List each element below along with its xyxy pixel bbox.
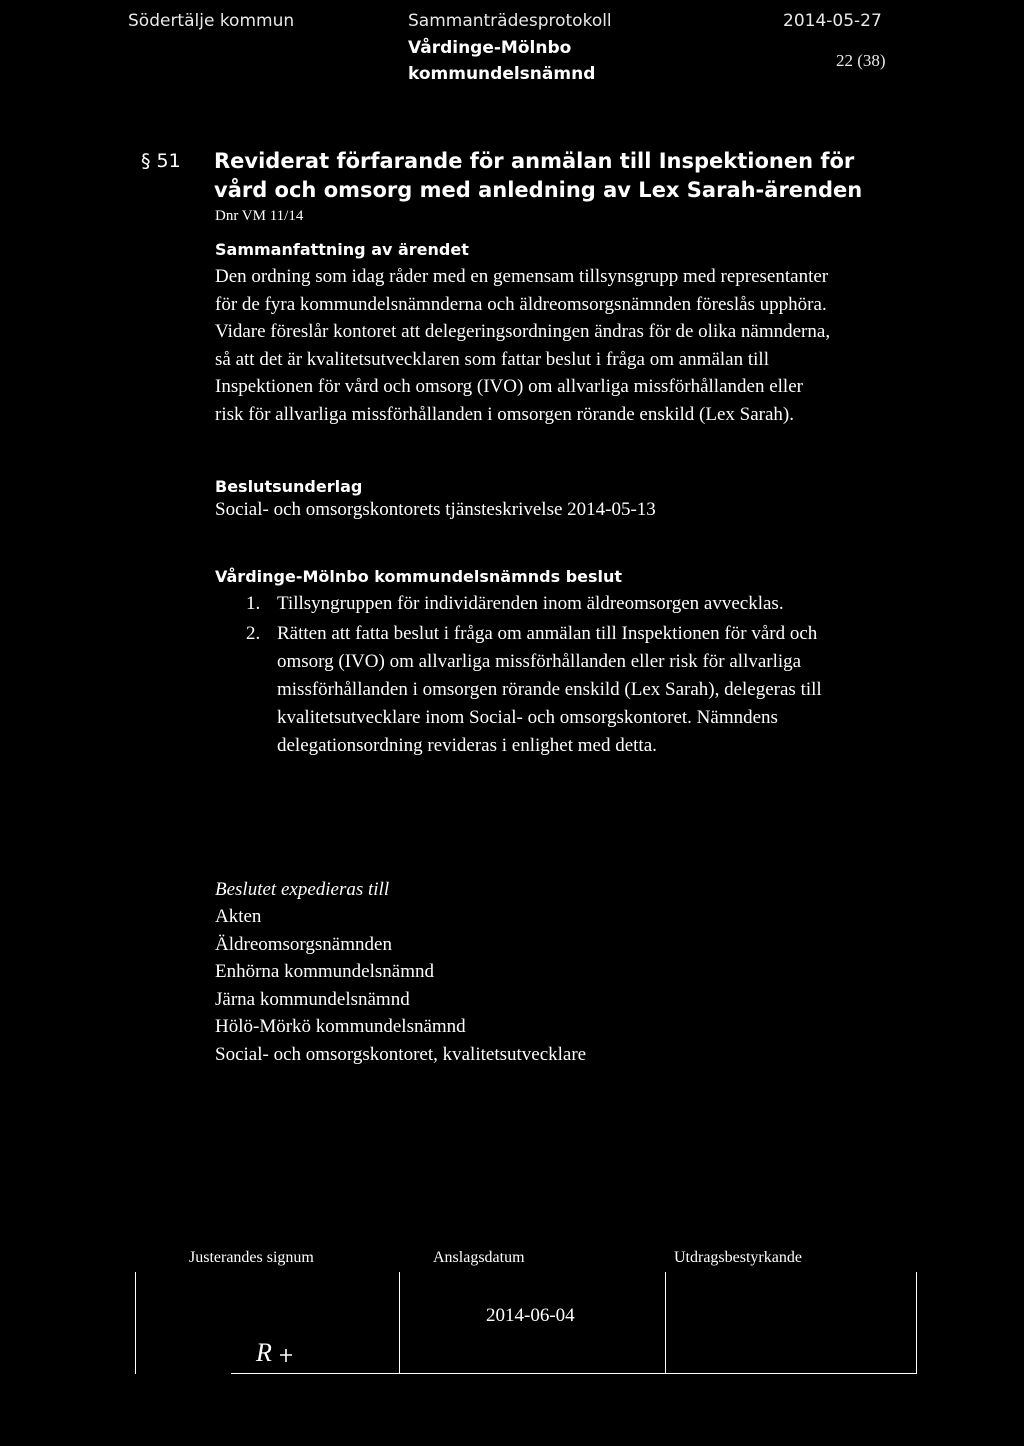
distribution-recipient: Social- och omsorgskontoret, kvalitetsutvecklare [215,1043,587,1065]
distribution-recipient: Äldreomsorgsnämnden [215,933,392,955]
meeting-date: 2014-05-27 [783,11,882,31]
section-title-line1: Reviderat förfarande för anmälan till Inspektionen för [214,149,855,173]
summary-text [215,263,830,428]
certification-column-label: Utdragsbestyrkande [674,1249,802,1266]
signature-text: R [256,1338,272,1367]
distribution-heading: Beslutet expedieras till [215,879,390,900]
page-number: 22 (38) [836,51,886,70]
posting-date-column-label: Anslagsdatum [433,1249,525,1266]
decision-item-text: delegationsordning revideras i enlighet med detta. [277,735,657,756]
table-border [135,1272,136,1374]
document-type: Sammanträdesprotokoll [408,11,612,31]
municipality-name: Södertälje kommun [128,11,295,31]
distribution-recipient: Akten [215,906,262,927]
case-number: Dnr VM 11/14 [215,208,304,224]
summary-line: så att det är kvalitetsutvecklaren som fattar beslut i fråga om anmälan till [215,348,769,370]
decision-heading: Vårdinge-Mölnbo kommundelsnämnds beslut [215,567,623,586]
committee-name-line2: kommundelsnämnd [408,64,596,84]
summary-line: Den ordning som idag råder med en gemensam tillsynsgrupp med representanter [215,266,829,287]
decision-item-text: Tillsyngruppen för individärenden inom äldreomsorgen avvecklas. [277,593,784,614]
posting-date: 2014-06-04 [486,1305,575,1326]
signature-mark [254,1335,306,1369]
decision-item-text: missförhållanden i omsorgen rörande enskild (Lex Sarah), delegeras till [277,679,822,700]
distribution-recipient: Enhörna kommundelsnämnd [215,961,434,982]
table-border [231,1373,917,1374]
signature-column-label: Justerandes signum [189,1249,314,1266]
decision-item-text: kvalitetsutvecklare inom Social- och omsorgskontoret. Nämndens [277,707,778,728]
decision-list [0,590,1024,770]
basis-heading: Beslutsunderlag [215,477,363,496]
decision-item-text: omsorg (IVO) om allvarliga missförhållanden eller risk för allvarliga [277,651,802,672]
summary-line: Inspektionen för vård och omsorg (IVO) om allvarliga missförhållanden eller [215,376,803,397]
summary-line: risk för allvarliga missförhållanden i omsorgen rörande enskild (Lex Sarah). [215,403,794,425]
decision-item-number: 2. [246,623,261,644]
summary-line: Vidare föreslår kontoret att delegeringsordningen ändras för de olika nämnderna, [215,321,831,342]
summary-line: för de fyra kommundelsnämnderna och äldreomsorgsnämnden föreslås upphöra. [215,293,827,315]
committee-name-line1: Vårdinge-Mölnbo [408,38,572,58]
table-border [399,1272,400,1374]
distribution-list [215,903,586,1068]
distribution-recipient: Järna kommundelsnämnd [215,988,410,1010]
decision-item-number: 1. [246,593,261,614]
table-border [665,1272,666,1374]
section-number: § 51 [141,150,181,172]
decision-item-text: Rätten att fatta beslut i fråga om anmälan till Inspektionen för vård och [277,623,818,644]
distribution-recipient: Hölö-Mörkö kommundelsnämnd [215,1016,466,1037]
section-title-line2: vård och omsorg med anledning av Lex Sarah-ärenden [214,178,863,202]
table-border [916,1272,917,1374]
basis-text: Social- och omsorgskontorets tjänsteskrivelse 2014-05-13 [215,499,656,520]
summary-heading: Sammanfattning av ärendet [215,240,469,259]
